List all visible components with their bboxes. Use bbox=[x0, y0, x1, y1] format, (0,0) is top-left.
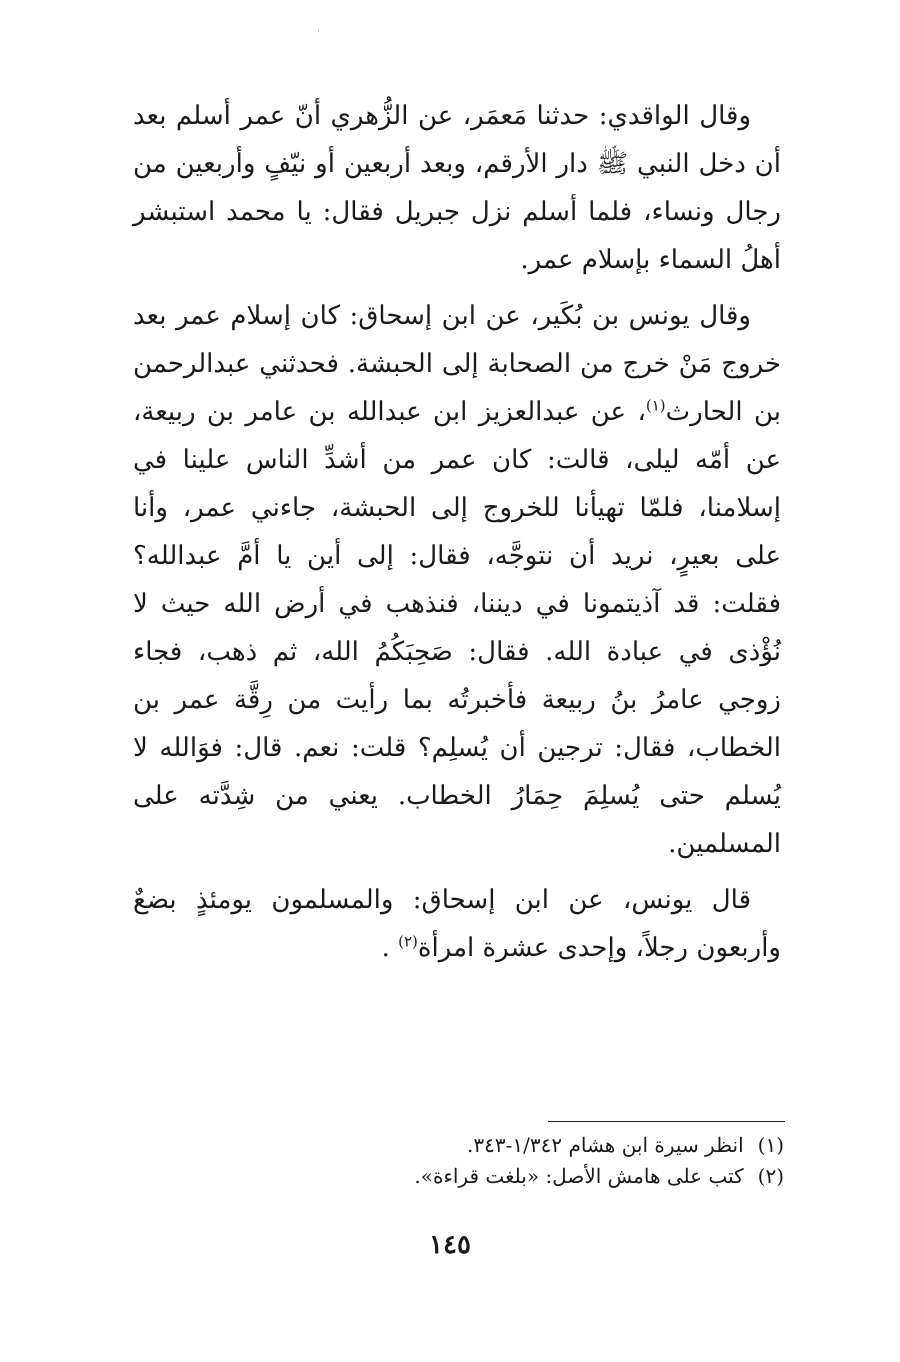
footnote-number: (٢) bbox=[757, 1164, 784, 1188]
footnote-1 bbox=[300, 1130, 784, 1161]
footnote-2 bbox=[300, 1161, 784, 1192]
paragraph-ibn-ishaq-part2: ، عن عبدالعزيز ابن عبدالله بن عامر بن ربيعة، عن أمّه ليلى، قالت: كان عمر من أشدِّ الناس علينا في إسلامنا، فلمّا تهيأنا للخروج إلى الحبشة، جاءني عمر، وأنا على بعيرٍ، نريد أن نتوجَّه، فقال: إلى أين يا أمَّ عبدالله؟ فقلت: قد آذيتمونا في ديننا، فنذهب في أرض الله حيث لا نُؤْذى في عبادة الله. فقال: صَحِبَكُمُ الله، ثم ذهب، فجاء زوجي عامرُ بنُ ربيعة فأخبرتُه بما رأيت من رِقَّة عمر بن الخطاب، فقال: ترجين أن يُسلِم؟ قلت: نعم. قال: فوَالله لا يُسلم حتى يُسلِمَ حِمَارُ الخطاب. يعني من شِدَّته على المسلمين. bbox=[133, 397, 781, 859]
paragraph-yunus bbox=[133, 876, 781, 972]
paragraph-ibn-ishaq-part1: وقال يونس بن بُكَير، عن ابن إسحاق: كان إسلام عمر بعد خروج مَنْ خرج من الصحابة إلى الحبشة. فحدثني عبدالرحمن بن الحارث bbox=[133, 301, 781, 427]
paragraph-yunus-text: قال يونس، عن ابن إسحاق: والمسلمون يومئذٍ بضعٌ وأربعون رجلاً، وإحدى عشرة امرأة bbox=[133, 885, 781, 963]
page-number: ١٤٥ bbox=[429, 1230, 471, 1260]
footnote-text: كتب على هامش الأصل: «بلغت قراءة». bbox=[414, 1164, 744, 1188]
scan-speck bbox=[318, 30, 319, 32]
footnote-text: انظر سيرة ابن هشام ١/٣٤٢-٣٤٣. bbox=[467, 1133, 744, 1157]
main-text bbox=[133, 92, 781, 972]
footnotes bbox=[300, 1130, 784, 1192]
footnote-ref-2: (٢) bbox=[398, 932, 418, 951]
footnote-divider bbox=[548, 1121, 785, 1122]
paragraph-yunus-end: . bbox=[381, 933, 390, 963]
footnote-number: (١) bbox=[757, 1133, 784, 1157]
paragraph-ibn-ishaq bbox=[133, 292, 781, 868]
footnote-ref-1: (١) bbox=[645, 396, 666, 415]
paragraph-waqidi: وقال الواقدي: حدثنا مَعمَر، عن الزُّهري أنّ عمر أسلم بعد أن دخل النبي ﷺ دار الأرقم، وبعد أربعين أو نيّفٍ وأربعين من رجال ونساء، فلما أسلم نزل جبريل فقال: يا محمد استبشر أهلُ السماء بإسلام عمر. bbox=[133, 101, 781, 275]
